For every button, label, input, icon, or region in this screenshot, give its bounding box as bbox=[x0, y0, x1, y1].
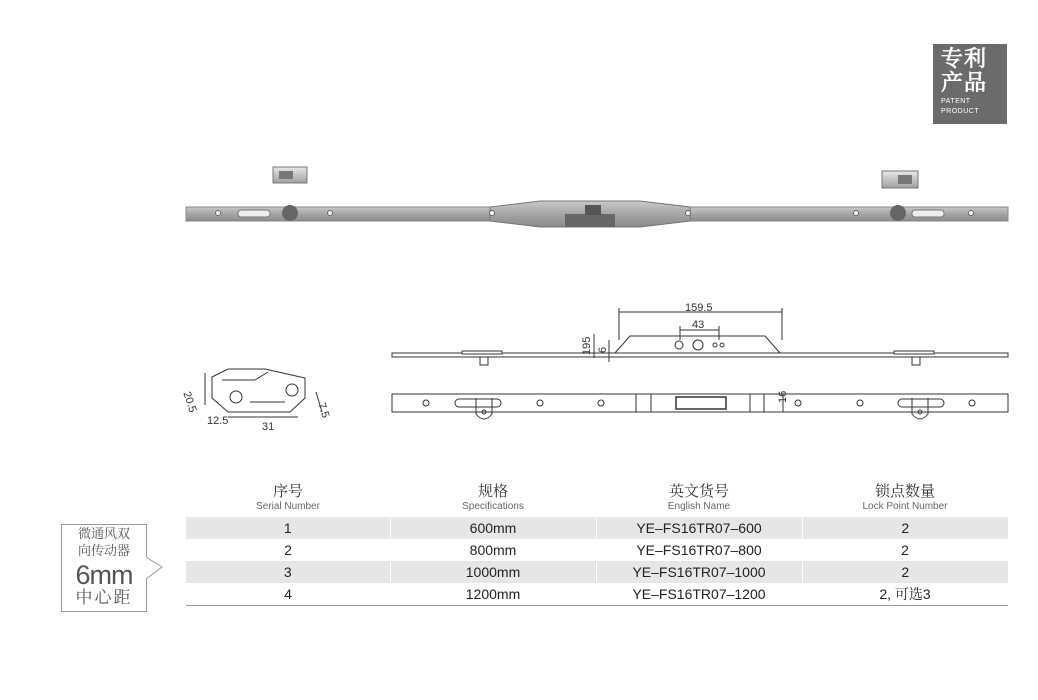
dim-195: 195 bbox=[581, 336, 593, 355]
side-label-pointer bbox=[146, 557, 164, 581]
dim-159-5: 159.5 bbox=[685, 302, 713, 314]
badge-cn-line1: 专利 bbox=[941, 47, 988, 72]
badge-cn-line2: 产品 bbox=[941, 71, 988, 96]
header-serial: 序号 Serial Number bbox=[256, 482, 320, 512]
keeper-dim-7-5: 7.5 bbox=[315, 401, 332, 420]
header-name: 英文货号 English Name bbox=[667, 482, 731, 512]
plan-view-drawing bbox=[392, 394, 1008, 419]
header-spec: 规格 Specifications bbox=[462, 482, 524, 512]
keeper-dim-31: 31 bbox=[262, 421, 275, 433]
side-label-line1: 微通风双 bbox=[77, 527, 130, 542]
side-label-small: 中心距 bbox=[75, 588, 133, 608]
dim-43: 43 bbox=[692, 319, 705, 331]
badge-en-line1: PATENT bbox=[941, 98, 971, 105]
spec-table bbox=[186, 482, 1008, 606]
dim-6: 6 bbox=[597, 346, 609, 353]
side-label-line2: 向传动器 bbox=[77, 544, 130, 559]
keeper-dim-20-5: 20.5 bbox=[180, 390, 199, 415]
keeper-photo-left bbox=[273, 167, 307, 183]
dim-16: 16 bbox=[777, 390, 789, 403]
keeper-dim-12-5: 12.5 bbox=[207, 415, 229, 427]
keeper-photo-right bbox=[882, 171, 918, 188]
table-row: 3 1000mm YE–FS16TR07–1000 2 bbox=[186, 561, 1008, 583]
side-label-big: 6mm bbox=[75, 560, 133, 590]
badge-en-line2: PRODUCT bbox=[941, 108, 980, 115]
side-elevation-drawing bbox=[392, 308, 1008, 365]
header-lockpoints: 锁点数量 Lock Point Number bbox=[862, 482, 948, 512]
gearbox-photo bbox=[186, 201, 1008, 227]
table-row: 1 600mm YE–FS16TR07–600 2 bbox=[186, 517, 1008, 539]
keeper-drawing bbox=[205, 369, 322, 417]
table-row: 4 1200mm YE–FS16TR07–1200 2, 可选3 bbox=[186, 583, 1008, 606]
table-header-row bbox=[186, 482, 1008, 517]
table-row: 2 800mm YE–FS16TR07–800 2 bbox=[284, 542, 909, 558]
side-label-box bbox=[61, 524, 147, 612]
